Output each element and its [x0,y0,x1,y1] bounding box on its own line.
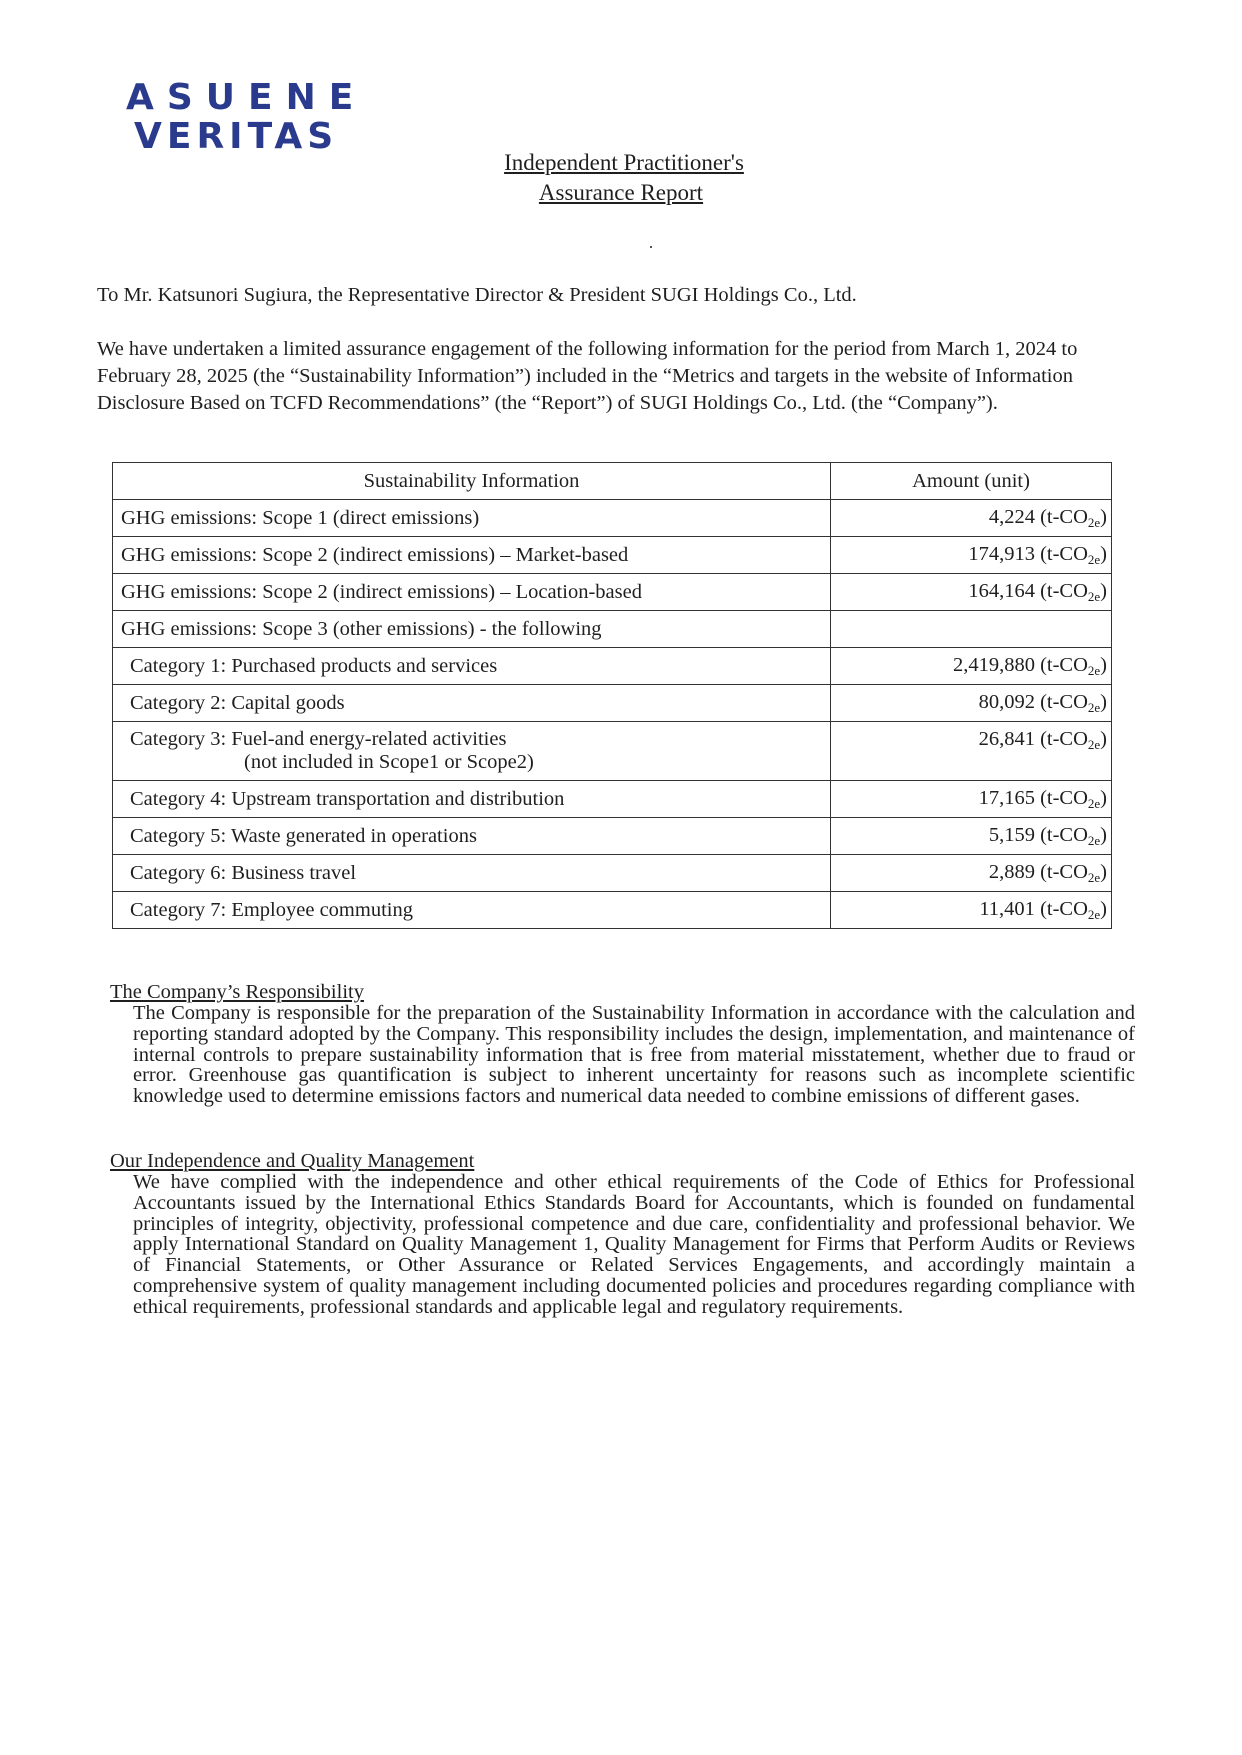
row-label-text: GHG emissions: Scope 1 (direct emissions) [121,506,480,529]
independence-body: We have complied with the independence and other ethical requirements of the Code of Ethics for Professional Accountants issued by the International Ethics Standards Board for Accountants, which is founded on fundamental principles of integrity, objectivity, professional competence and due care, confidentiality and professional behavior. We apply International Standard on Quality Management 1, Quality Management for Firms that Perform Audits or Reviews of Financial Statements, or Other Assurance or Related Services Engagements, and accordingly maintain a comprehensive system of quality management including documented policies and procedures regarding compliance with ethical requirements, professional standards and applicable legal and regulatory requirements. [133,1171,1135,1318]
row-label-text: GHG emissions: Scope 3 (other emissions) - the following [121,617,602,640]
table-row [113,500,1112,537]
addressee: To Mr. Katsunori Sugiura, the Representative Director & President SUGI Holdings Co., Ltd. [97,284,857,306]
row-label-text: Category 4: Upstream transportation and distribution [130,787,565,810]
unit-subscript: 2e [1087,737,1101,752]
row-label [113,537,831,574]
unit-subscript: 2e [1087,869,1101,885]
amount-value: 2,889 [988,860,1035,883]
unit-prefix: (t-CO [1034,542,1088,565]
row-label-text: Category 3: Fuel-and energy-related activities [130,728,507,750]
amount-value: 26,841 [978,728,1035,750]
table-header-row [113,463,1112,500]
amount-value: 80,092 [978,690,1035,713]
emissions-table [112,462,1112,929]
table-row [113,574,1112,611]
unit-subscript: 2e [1087,588,1101,604]
row-amount [831,892,1112,929]
row-label [113,892,831,929]
unit-prefix: (t-CO [1034,579,1088,602]
row-amount [831,818,1112,855]
row-label [113,818,831,855]
unit-suffix: ) [1100,897,1107,920]
unit-subscript: 2e [1087,832,1101,848]
company-logo [126,77,367,157]
unit-subscript: 2e [1087,662,1101,678]
row-amount [831,722,1112,781]
responsibility-body: The Company is responsible for the preparation of the Sustainability Information in accordance with the calculation and reporting standard adopted by the Company. This responsibility includes the design, implementation, and maintenance of internal controls to prepare sustainability information that is free from material misstatement, whether due to fraud or error. Greenhouse gas quantification is subject to inherent uncertainty for reasons such as incomplete scientific knowledge used to determine emissions factors and numerical data needed to combine emissions of different gases. [133,1002,1135,1108]
unit-prefix: (t-CO [1034,653,1088,676]
report-title [0,148,1242,208]
unit-suffix: ) [1100,579,1107,602]
row-label [113,648,831,685]
table-row [113,892,1112,929]
row-label-text: Category 2: Capital goods [130,691,345,714]
header-sustainability-information: Sustainability Information [113,463,831,500]
independence-heading: Our Independence and Quality Management [110,1150,475,1172]
logo-line-2: VERITAS [134,116,339,157]
row-label-text: Category 1: Purchased products and services [130,654,498,677]
emissions-table-body [113,500,1112,929]
row-label [113,685,831,722]
row-amount [831,537,1112,574]
unit-suffix: ) [1100,728,1107,750]
table-row [113,685,1112,722]
unit-suffix: ) [1100,653,1107,676]
unit-suffix: ) [1100,786,1107,809]
row-label [113,855,831,892]
table-row [113,781,1112,818]
unit-subscript: 2e [1087,795,1101,811]
row-amount [831,500,1112,537]
row-label-text: GHG emissions: Scope 2 (indirect emissions) – Market-based [121,543,629,566]
unit-prefix: (t-CO [1034,690,1088,713]
unit-prefix: (t-CO [1034,728,1088,750]
row-label-text: Category 5: Waste generated in operations [130,824,477,847]
row-amount [831,574,1112,611]
unit-prefix: (t-CO [1034,897,1088,920]
header-amount: Amount (unit) [831,463,1112,500]
row-amount [831,855,1112,892]
table-row [113,537,1112,574]
row-label-text: GHG emissions: Scope 2 (indirect emissions) – Location-based [121,580,642,603]
unit-prefix: (t-CO [1034,860,1088,883]
unit-prefix: (t-CO [1034,823,1088,846]
unit-suffix: ) [1100,690,1107,713]
unit-subscript: 2e [1087,551,1101,567]
row-amount [831,781,1112,818]
row-label [113,722,831,781]
title-line-2: Assurance Report [538,180,704,205]
amount-value: 5,159 [988,823,1035,846]
amount-value: 11,401 [979,897,1035,920]
responsibility-heading: The Company’s Responsibility [110,981,364,1003]
unit-suffix: ) [1100,505,1107,528]
unit-subscript: 2e [1087,906,1101,922]
row-amount [831,648,1112,685]
logo-line-1: ASUENE [126,77,367,118]
intro-paragraph: We have undertaken a limited assurance engagement of the following information for the period from March 1, 2024 to February 28, 2025 (the “Sustainability Information”) included in the “Metrics and targets in the website of Information Disclosure Based on TCFD Recommendations” (the “Report”) of SUGI Holdings Co., Ltd. (the “Company”). [97,338,1078,414]
table-row [113,648,1112,685]
unit-suffix: ) [1100,860,1107,883]
scan-dot [650,246,652,248]
amount-value: 4,224 [988,505,1035,528]
row-label [113,781,831,818]
amount-value: 164,164 [968,579,1035,602]
row-label-continuation: (not included in Scope1 or Scope2) [244,751,534,773]
unit-subscript: 2e [1087,699,1101,715]
row-label [113,574,831,611]
unit-subscript: 2e [1087,514,1101,530]
amount-value: 17,165 [978,786,1035,809]
title-line-1: Independent Practitioner's [504,150,744,175]
table-row [113,722,1112,781]
row-label [113,611,831,648]
amount-value: 174,913 [968,542,1035,565]
row-amount [831,611,1112,648]
row-label-text: Category 7: Employee commuting [130,898,413,921]
row-label-text: Category 6: Business travel [130,861,357,884]
amount-value: 2,419,880 [952,653,1035,676]
table-row [113,611,1112,648]
unit-prefix: (t-CO [1034,786,1088,809]
table-row [113,818,1112,855]
unit-suffix: ) [1100,823,1107,846]
unit-prefix: (t-CO [1034,505,1088,528]
table-row [113,855,1112,892]
unit-suffix: ) [1100,542,1107,565]
row-amount [831,685,1112,722]
row-label [113,500,831,537]
